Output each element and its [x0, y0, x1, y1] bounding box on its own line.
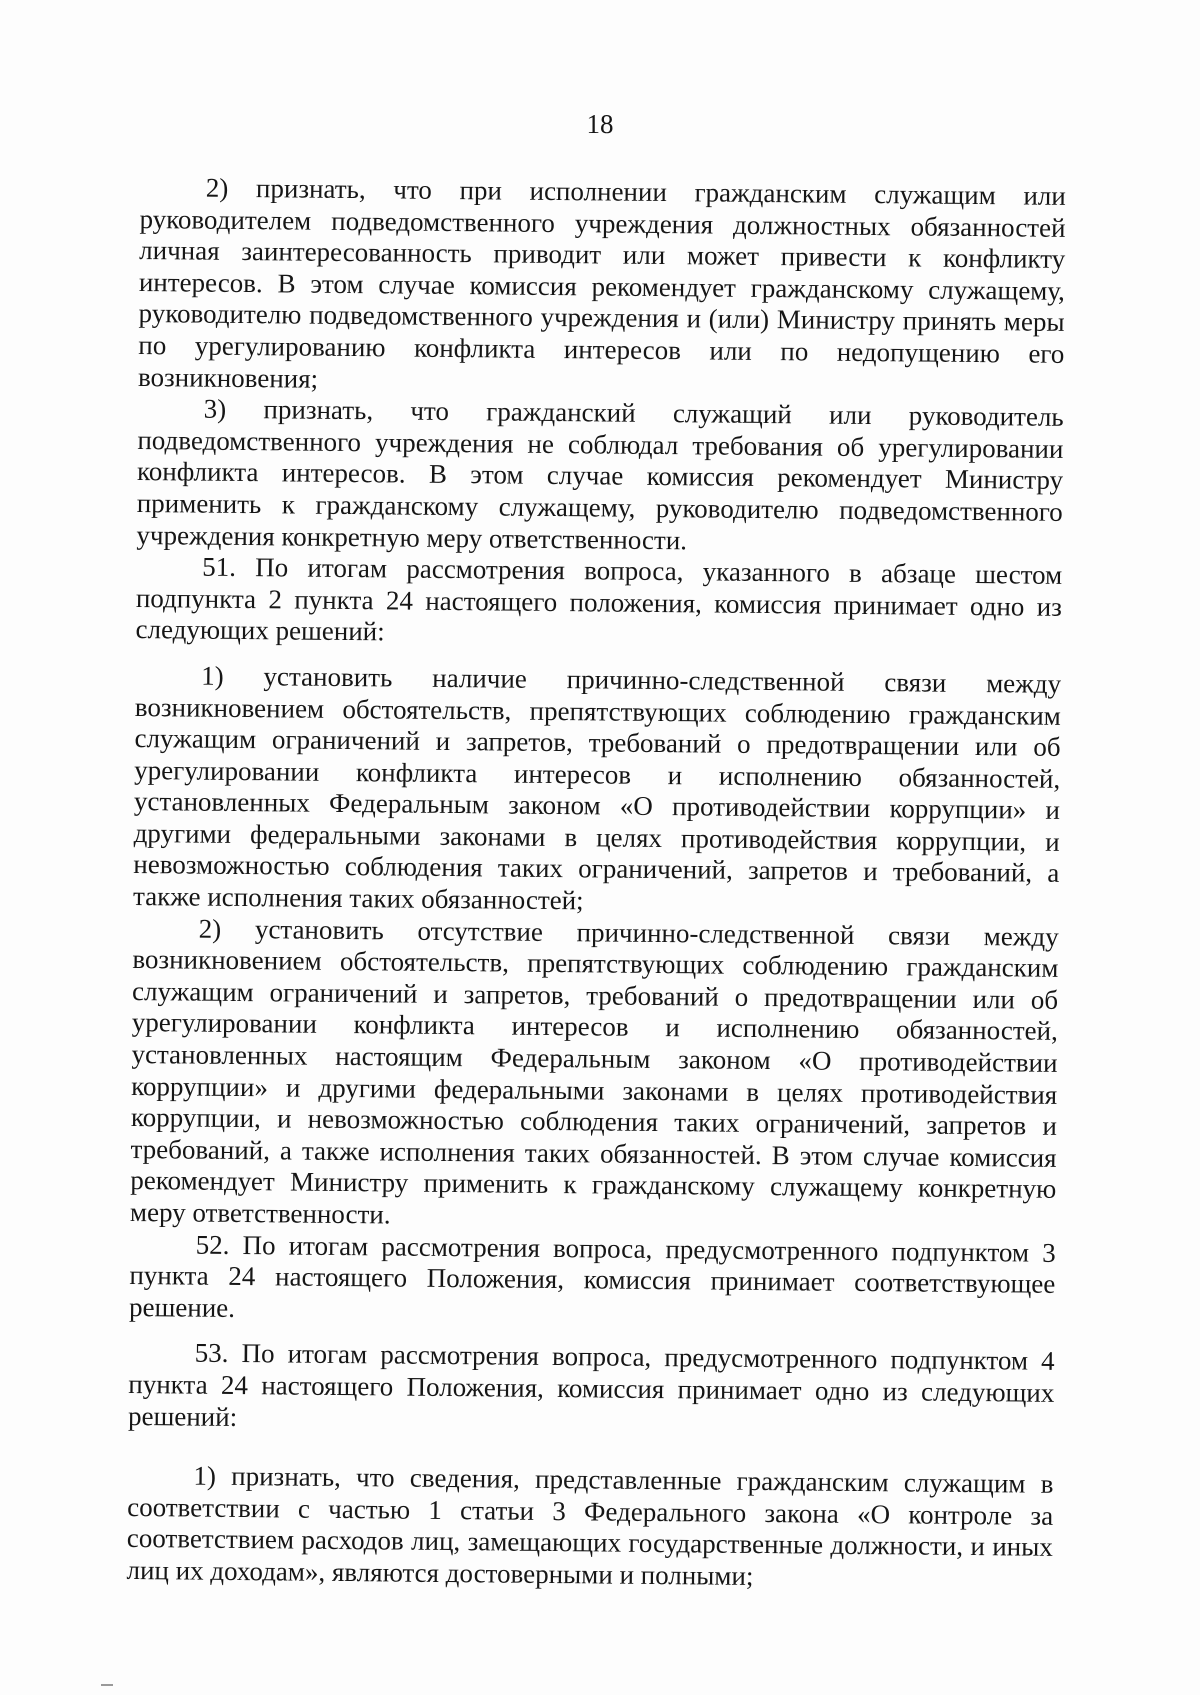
paragraph-50-2: 2) признать, что при исполнении гражданским служащим или руководителем подведомственного учреждения должностных обязанностей личная заинтересованность приводит или может привести к конфликту интересов. В этом случае комиссия рекомендует гражданскому служащему, руководителю подведомственного учреждения и (или) Министру принять меры по урегулированию конфликта интересов или по недопущению его возникновения;	[137, 172, 1066, 394]
document-body	[126, 172, 1066, 1595]
page-number: 18	[586, 109, 614, 139]
paragraph-51-1: 1) установить наличие причинно-следственной связи между возникновением обстоятельств, препятствующих соблюдению гражданским служащим ограничений и запретов, требований о предотвращении или об урегулировании конфликта интересов и исполнению обязанностей, установленных Федеральным законом «О противодействии коррупции» и другими федеральными законами в целях противодействия коррупции, и невозможностью соблюдения таких ограничений, запретов и требований, а также исполнения таких обязанностей;	[132, 660, 1062, 916]
paragraph-51: 51. По итогам рассмотрения вопроса, указанного в абзаце шестом подпункта 2 пункта 24 настоящего положения, комиссия принимает одно из следующих решений:	[135, 551, 1063, 647]
paragraph-53-1: 1) признать, что сведения, представленные гражданским служащим в соответствии с частью 1 статьи 3 Федерального закона «О контроле за соответствием расходов лиц, замещающих государственные должности, и иных лиц их доходам», являются достоверными и полными;	[126, 1460, 1054, 1591]
paragraph-53: 53. По итогам рассмотрения вопроса, предусмотренного подпунктом 4 пункта 24 настоящего Положения, комиссия принимает одно из следующих решений:	[127, 1337, 1055, 1432]
paragraph-50-3: 3) признать, что гражданский служащий или руководитель подведомственного учреждения не соблюдал требования об урегулировании конфликта интересов. В этом случае комиссия рекомендует Министру применить к гражданскому служащему, руководителю подведомственного учреждения конкретную меру ответственности.	[136, 393, 1064, 555]
scan-margin-mark	[101, 1684, 113, 1686]
paragraph-52: 52. По итогам рассмотрения вопроса, предусмотренного подпунктом 3 пункта 24 настоящего Положения, комиссия принимает соответствующее решение.	[128, 1229, 1056, 1323]
paragraph-51-2: 2) установить отсутствие причинно-следственной связи между возникновением обстоятельств, препятствующих соблюдению гражданским служащим ограничений и запретов, требований о предотвращении или об урегулировании конфликта интересов и исполнению обязанностей, установленных настоящим Федеральным законом «О противодействии коррупции» и другими федеральными законами в целях противодействия коррупции, и невозможностью соблюдения таких ограничений, запретов и требований, а также исполнения таких обязанностей. В этом случае комиссия рекомендует Министру применить к гражданскому служащему конкретную меру ответственности.	[129, 913, 1059, 1230]
